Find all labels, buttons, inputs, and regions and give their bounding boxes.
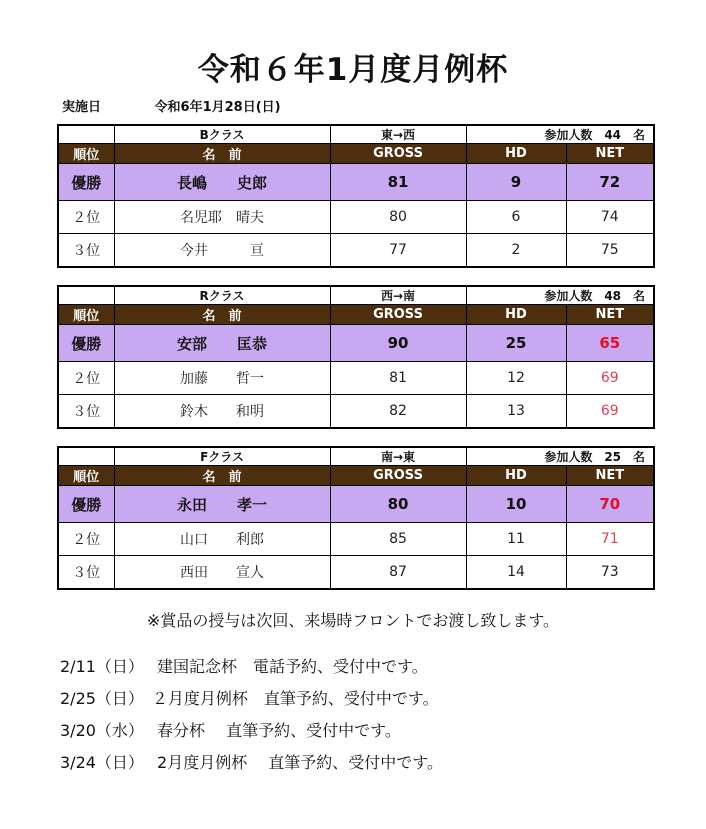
net-cell: 72 xyxy=(566,164,654,201)
event-item: 3/24（日） 2月度月例杯 直筆予約、受付中です。 xyxy=(60,753,444,772)
header-row xyxy=(58,466,654,486)
winner-row xyxy=(58,164,654,201)
player-name: 山口 利郎 xyxy=(114,523,330,556)
net-cell: 65 xyxy=(566,325,654,362)
hd-header: HD xyxy=(466,466,566,486)
table-row xyxy=(58,362,654,395)
table-row xyxy=(58,523,654,556)
net-cell: 74 xyxy=(566,201,654,234)
date-line xyxy=(62,96,281,115)
page-title: 令和６年1月度月例杯 xyxy=(197,52,509,88)
player-name: 加藤 哲一 xyxy=(114,362,330,395)
hd-cell: 12 xyxy=(466,362,566,395)
prize-note: ※賞品の授与は次回、来場時フロントでお渡し致します。 xyxy=(146,611,560,630)
player-name: 安部 匡恭 xyxy=(114,325,330,362)
gross-header: GROSS xyxy=(330,305,466,325)
rank-cell: ２位 xyxy=(58,201,114,234)
date-value: 令和6年1月28日(日) xyxy=(154,100,281,115)
event-item: 3/20（水） 春分杯 直筆予約、受付中です。 xyxy=(60,721,401,740)
rank-cell: ３位 xyxy=(58,395,114,429)
table-row xyxy=(58,201,654,234)
net-header: NET xyxy=(566,466,654,486)
hd-cell: 10 xyxy=(466,486,566,523)
participants: 参加人数 44 名 xyxy=(466,125,654,144)
event-item: 2/11（日） 建国記念杯 電話予約、受付中です。 xyxy=(60,657,428,676)
hd-cell: 13 xyxy=(466,395,566,429)
event-item: 2/25（日） ２月度月例杯 直筆予約、受付中です。 xyxy=(60,689,439,708)
rank-cell: 優勝 xyxy=(58,486,114,523)
participants: 参加人数 48 名 xyxy=(466,286,654,305)
player-name: 今井 亘 xyxy=(114,234,330,268)
name-header: 名 前 xyxy=(114,305,330,325)
gross-cell: 87 xyxy=(330,556,466,590)
net-cell: 75 xyxy=(566,234,654,268)
header-row xyxy=(58,305,654,325)
table-row xyxy=(58,556,654,590)
net-cell: 70 xyxy=(566,486,654,523)
class-name: Fクラス xyxy=(114,447,330,466)
gross-cell: 80 xyxy=(330,201,466,234)
participants: 参加人数 25 名 xyxy=(466,447,654,466)
rank-header: 順位 xyxy=(58,305,114,325)
hd-header: HD xyxy=(466,305,566,325)
rank-cell: ３位 xyxy=(58,556,114,590)
gross-cell: 80 xyxy=(330,486,466,523)
name-header: 名 前 xyxy=(114,144,330,164)
net-cell: 73 xyxy=(566,556,654,590)
class-row xyxy=(58,125,654,144)
hd-cell: 14 xyxy=(466,556,566,590)
hd-cell: 11 xyxy=(466,523,566,556)
net-cell: 69 xyxy=(566,362,654,395)
player-name: 名児耶 晴夫 xyxy=(114,201,330,234)
net-cell: 71 xyxy=(566,523,654,556)
rank-cell: ２位 xyxy=(58,523,114,556)
table-row xyxy=(58,395,654,429)
gross-cell: 77 xyxy=(330,234,466,268)
hd-header: HD xyxy=(466,144,566,164)
course: 東→西 xyxy=(330,125,466,144)
table-row xyxy=(58,234,654,268)
player-name: 鈴木 和明 xyxy=(114,395,330,429)
class-row xyxy=(58,447,654,466)
hd-cell: 9 xyxy=(466,164,566,201)
gross-cell: 81 xyxy=(330,164,466,201)
net-cell: 69 xyxy=(566,395,654,429)
date-label: 実施日 xyxy=(62,100,102,115)
class-name: Rクラス xyxy=(114,286,330,305)
hd-cell: 25 xyxy=(466,325,566,362)
rank-cell: 優勝 xyxy=(58,325,114,362)
gross-cell: 82 xyxy=(330,395,466,429)
rank-cell: 優勝 xyxy=(58,164,114,201)
gross-header: GROSS xyxy=(330,466,466,486)
results-table-b xyxy=(57,124,655,268)
class-row xyxy=(58,286,654,305)
gross-cell: 90 xyxy=(330,325,466,362)
hd-cell: 2 xyxy=(466,234,566,268)
hd-cell: 6 xyxy=(466,201,566,234)
gross-cell: 85 xyxy=(330,523,466,556)
gross-cell: 81 xyxy=(330,362,466,395)
net-header: NET xyxy=(566,305,654,325)
event-list xyxy=(60,656,443,784)
net-header: NET xyxy=(566,144,654,164)
header-row xyxy=(58,144,654,164)
winner-row xyxy=(58,486,654,523)
name-header: 名 前 xyxy=(114,466,330,486)
player-name: 長嶋 史郎 xyxy=(114,164,330,201)
results-table-f xyxy=(57,446,655,590)
course: 南→東 xyxy=(330,447,466,466)
rank-header: 順位 xyxy=(58,466,114,486)
course: 西→南 xyxy=(330,286,466,305)
rank-header: 順位 xyxy=(58,144,114,164)
winner-row xyxy=(58,325,654,362)
gross-header: GROSS xyxy=(330,144,466,164)
class-name: Bクラス xyxy=(114,125,330,144)
player-name: 西田 宣人 xyxy=(114,556,330,590)
results-table-r xyxy=(57,285,655,429)
rank-cell: ３位 xyxy=(58,234,114,268)
rank-cell: ２位 xyxy=(58,362,114,395)
player-name: 永田 孝一 xyxy=(114,486,330,523)
